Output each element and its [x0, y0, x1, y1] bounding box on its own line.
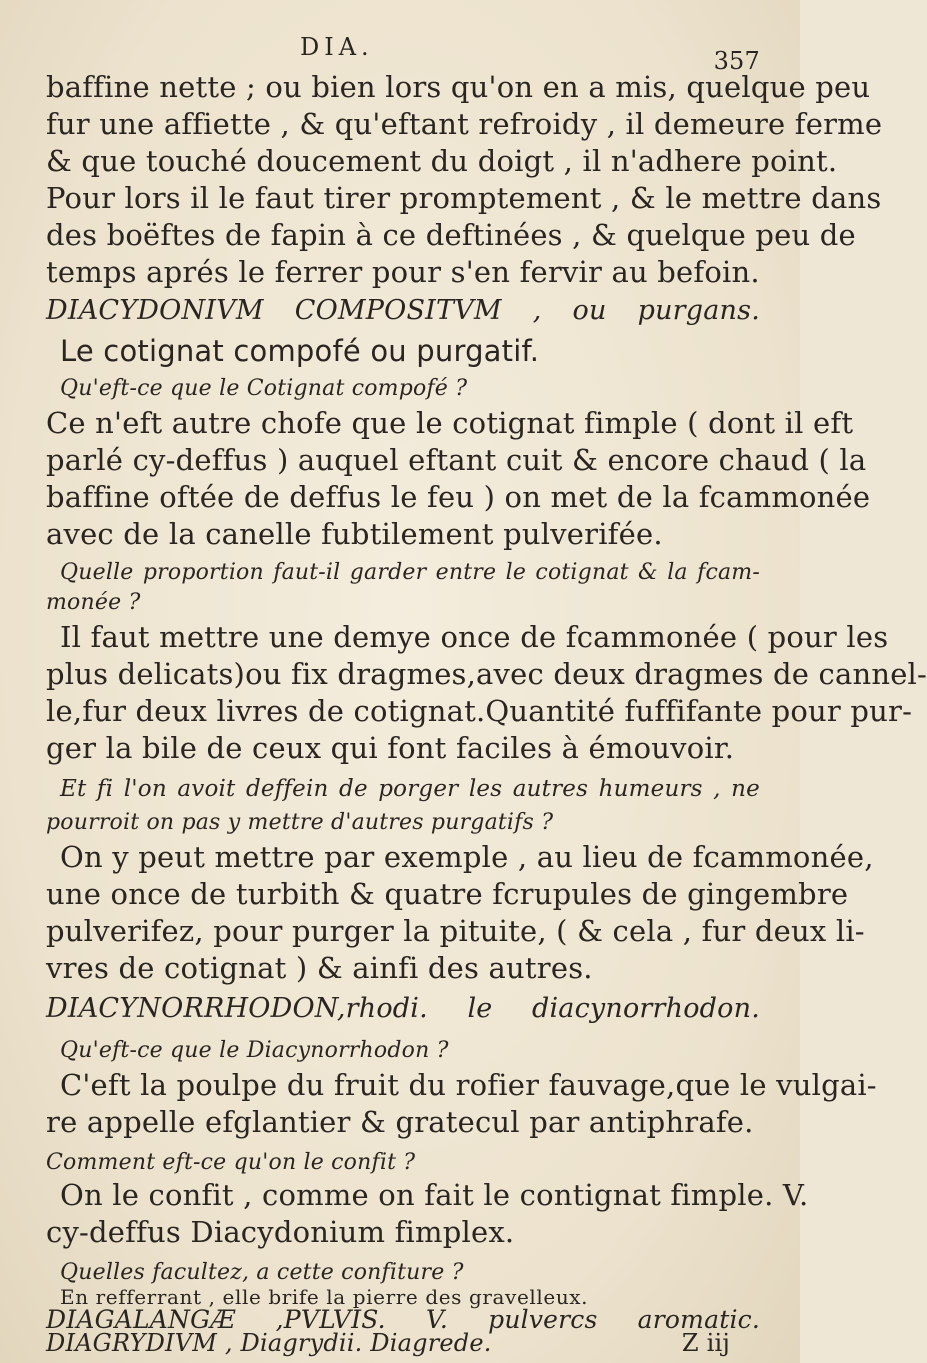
entry-subheading: Le cotignat compofé ou purgatif. [60, 334, 540, 368]
text-line: Ce n'eft autre chofe que le cotignat fimple ( dont il eft [46, 406, 854, 440]
text-line: pulverifez, pour purger la pituite, ( & cela , fur deux li- [46, 914, 865, 948]
question: Comment eft-ce qu'on le confit ? [46, 1150, 416, 1175]
text-line: plus delicats)ou fix dragmes,avec deux dragmes de cannel- [46, 657, 927, 691]
text-line: le,fur deux livres de cotignat.Quantité fuffifante pour pur- [46, 694, 913, 728]
text-line: re appelle efglantier & gratecul par antiphrafe. [46, 1105, 754, 1139]
question: Quelles facultez, a cette confiture ? [60, 1260, 464, 1285]
text-line: fur une affiette , & qu'eftant refroidy , il demeure ferme [46, 107, 883, 141]
entry-heading: DIAGALANGÆ ,PVLVIS. V. pulvercs aromatic. [46, 1305, 760, 1334]
entry-heading: DIAGRYDIVM , Diagrydii. Diagrede. [46, 1329, 492, 1357]
text-line: des boëftes de fapin à ce deftinées , & quelque peu de [46, 218, 856, 252]
text-line: parlé cy-deffus ) auquel eftant cuit & encore chaud ( la [46, 443, 867, 477]
text-line: avec de la canelle fubtilement pulverifée. [46, 517, 663, 551]
text-line: une once de turbith & quatre fcrupules de gingembre [46, 877, 849, 911]
text-line: baffine oftée de deffus le feu ) on met de la fcammonée [46, 480, 871, 514]
question: Quelle proportion faut-il garder entre le cotignat & la fcam- [60, 560, 760, 585]
signature-mark: Z iij [681, 1329, 730, 1357]
text-line: vres de cotignat ) & ainfi des autres. [46, 951, 593, 985]
text-line: Il faut mettre une demye once de fcammonée ( pour les [60, 620, 889, 654]
text-line: baffine nette ; ou bien lors qu'on en a mis, quelque peu [46, 70, 871, 104]
entry-heading: DIACYNORRHODON,rhodi. le diacynorrhodon. [46, 993, 760, 1024]
text-line: En refferrant , elle brife la pierre des gravelleux. [60, 1285, 589, 1309]
text-line: C'eft la poulpe du fruit du rofier fauvage,que le vulgai- [60, 1068, 877, 1102]
text-line: Pour lors il le faut tirer promptement , & le mettre dans [46, 181, 882, 215]
entry-heading: DIACYDONIVM COMPOSITVM , ou purgans. [46, 295, 760, 326]
text-line: ger la bile de ceux qui font faciles à émouvoir. [46, 731, 735, 765]
text-line: cy-deffus Diacydonium fimplex. [46, 1215, 515, 1249]
running-title: DIA. [300, 33, 374, 61]
question: Et fi l'on avoit deffein de porger les autres humeurs , ne [60, 776, 760, 802]
text-line: On le confit , comme on fait le contignat fimple. V. [60, 1178, 809, 1212]
question: Qu'eft-ce que le Cotignat compofé ? [60, 376, 468, 401]
text-line: On y peut mettre par exemple , au lieu de fcammonée, [60, 840, 874, 874]
question: Qu'eft-ce que le Diacynorrhodon ? [60, 1038, 449, 1063]
text-line: temps aprés le ferrer pour s'en fervir au befoin. [46, 255, 760, 289]
question: monée ? [46, 590, 141, 615]
text-line: & que touché doucement du doigt , il n'adhere point. [46, 144, 838, 178]
question: pourroit on pas y mettre d'autres purgatifs ? [46, 810, 554, 835]
page-number: 357 [713, 47, 760, 75]
